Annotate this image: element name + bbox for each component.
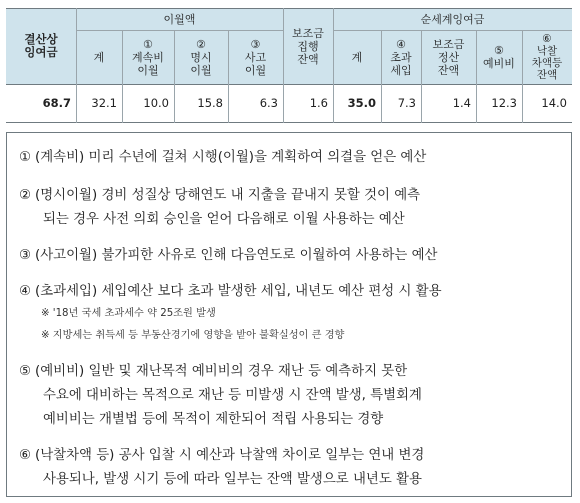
note-item-explicit-carryover <box>19 185 567 207</box>
value-accident-carryover: 6.3 <box>259 96 278 110</box>
note-text: (예비비) 일반 및 재난목적 예비비의 경우 재난 등 예측하지 못한 <box>35 364 408 379</box>
header-carryover-group: 이월액 <box>163 12 196 26</box>
header-settlement-surplus: 결산상 잉여금 <box>24 32 58 59</box>
header-net-surplus-total: 계 <box>351 50 363 64</box>
note-number: ① <box>19 150 32 165</box>
note-subnote: ※ '18년 국세 초과세수 약 25조원 발생 <box>41 308 216 319</box>
note-number: ③ <box>19 248 32 263</box>
note-text: (사고이월) 불가피한 사유로 인해 다음연도로 이월하여 사용하는 예산 <box>35 248 438 263</box>
value-bid-difference: 14.0 <box>541 96 567 110</box>
notes-box <box>6 132 572 497</box>
value-subsidy-balance: 1.6 <box>309 96 328 110</box>
value-excess-revenue: 7.3 <box>397 96 416 110</box>
table-bottom-border <box>6 122 572 123</box>
note-item-excess-revenue <box>19 281 567 303</box>
header-explicit-carryover: ② 명시 이월 <box>190 37 212 77</box>
note-subnote: ※ 지방세는 취득세 등 부동산경기에 영향을 받아 불확실성이 큰 경향 <box>41 330 345 341</box>
note-text: (초과세입) 세입예산 보다 초과 발생한 세입, 내년도 예산 편성 시 활용 <box>35 284 442 299</box>
header-subsidy-balance: 보조금 집행 잔액 <box>292 26 324 66</box>
note-text: (낙찰차액 등) 공사 입찰 시 예산과 낙찰액 차이로 일부는 연내 변경 <box>35 448 425 463</box>
header-accident-carryover: ③ 사고 이월 <box>244 37 267 77</box>
header-reserve-fund: ⑤ 예비비 <box>483 44 515 70</box>
note-number: ⑥ <box>19 448 32 463</box>
settlement-surplus-table <box>6 8 572 123</box>
value-carryover-total: 32.1 <box>91 96 117 110</box>
value-explicit-carryover: 15.8 <box>197 96 223 110</box>
value-subsidy-settlement: 1.4 <box>452 96 471 110</box>
header-excess-revenue: ④ 초과 세입 <box>390 37 412 77</box>
note-text: (계속비) 미리 수년에 걸쳐 시행(이월)을 계획하여 의결을 얻은 예산 <box>35 150 427 165</box>
header-subsidy-settlement: 보조금 정산 잔액 <box>432 37 465 77</box>
header-continuing-cost: ① 계속비 이월 <box>132 37 164 77</box>
note-text-continued: 예비비는 개별법 등에 목적이 제한되어 적립 사용되는 경향 <box>43 412 384 427</box>
header-carryover-total: 계 <box>93 50 105 64</box>
note-item-bid-difference <box>19 445 567 467</box>
note-text-continued: 수요에 대비하는 목적으로 재난 등 미발생 시 잔액 발생, 특별회계 <box>43 388 422 403</box>
note-item-accident-carryover <box>19 245 567 267</box>
header-net-surplus-group: 순세계잉여금 <box>420 12 485 26</box>
note-number: ⑤ <box>19 364 32 379</box>
value-reserve-fund: 12.3 <box>491 96 517 110</box>
value-settlement-surplus: 68.7 <box>42 96 71 110</box>
note-item-continuing-cost <box>19 147 567 169</box>
header-bid-difference: ⑥ 낙찰 차액등 잔액 <box>531 33 563 81</box>
note-item-reserve-fund <box>19 361 567 383</box>
note-text-continued: 되는 경우 사전 의회 승인을 얻어 다음해로 이월 사용하는 예산 <box>43 212 405 227</box>
note-number: ④ <box>19 284 32 299</box>
value-net-surplus-total: 35.0 <box>347 96 376 110</box>
note-number: ② <box>19 188 32 203</box>
note-text-continued: 사용되나, 발생 시기 등에 따라 일부는 잔액 발생으로 내년도 활용 <box>43 472 422 487</box>
value-continuing-cost: 10.0 <box>143 96 169 110</box>
note-text: (명시이월) 경비 성질상 당해연도 내 지출을 끝내지 못할 것이 예측 <box>35 188 421 203</box>
